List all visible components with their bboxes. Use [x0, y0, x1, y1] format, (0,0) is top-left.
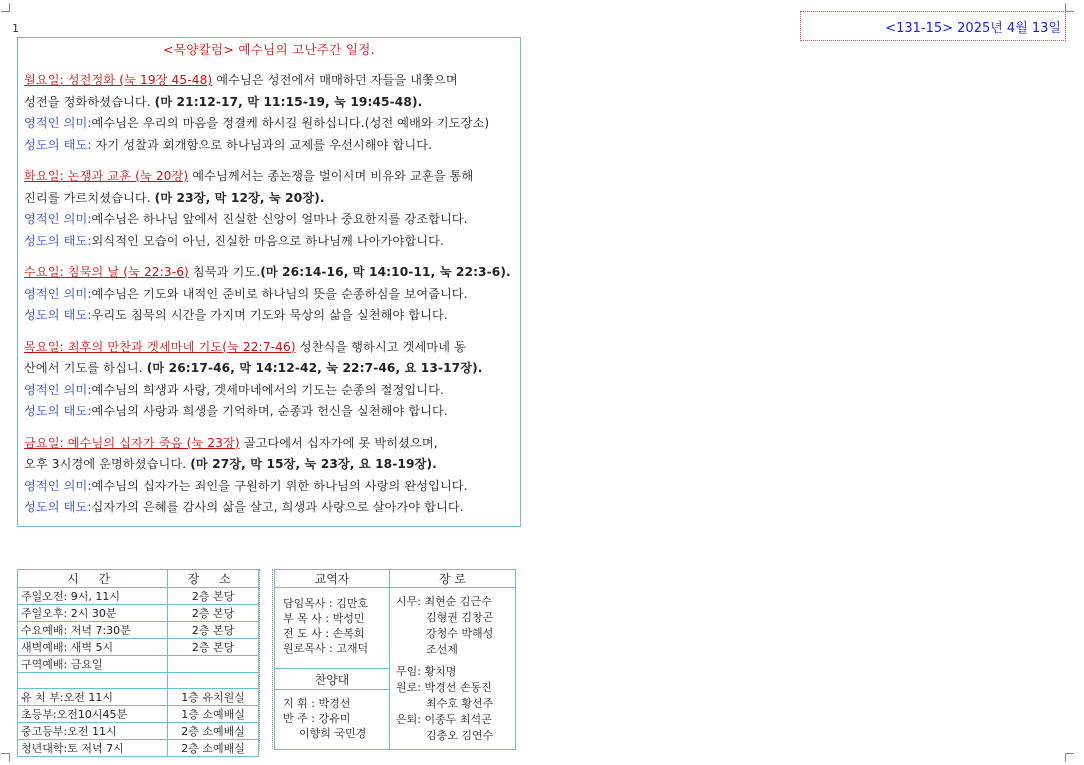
table-row [18, 656, 259, 673]
attitude-text: 우리도 침묵의 시간을 가지며 기도와 묵상의 삶을 실천해야 합니다. [91, 308, 448, 322]
scripture-ref: (마 27장, 막 15장, 눅 23장, 요 18-19장). [190, 457, 437, 471]
minister-entry: 담임목사 : 김만호 [283, 597, 369, 610]
attitude-label: 성도의 태도: [24, 137, 92, 152]
meaning-label: 영적인 의미: [24, 286, 92, 301]
attitude-label: 성도의 태도: [24, 500, 92, 514]
elder-entry: 무임: 황치명 [396, 665, 457, 678]
scripture-ref: (마 26:14-16, 막 14:10-11, 눅 22:3-6). [260, 265, 511, 279]
choir-header: 찬양대 [275, 669, 390, 690]
choir-entry: 지 휘 : 박경선 [283, 697, 351, 710]
pastor-column [17, 37, 521, 527]
column-header-place: 장 소 [168, 570, 259, 588]
section-text: 성전을 정화하셨습니다. [24, 94, 155, 109]
meaning-text: 예수님은 기도와 내적인 준비로 하나님의 뜻을 순종하심을 보여줍니다. [91, 286, 468, 301]
meaning-text: 예수님의 십자가는 죄인을 구원하기 위한 하나님의 사랑의 완성입니다. [91, 478, 468, 493]
page-corner-mark [1065, 3, 1074, 12]
table-row [18, 673, 259, 689]
attitude-text: 자기 성찰과 회개함으로 하나님과의 교제를 우선시해야 합니다. [91, 137, 433, 152]
meaning-text: 예수님은 하나님 앞에서 진실한 신앙이 얼마나 중요한지를 강조합니다. [91, 212, 468, 226]
section-friday [24, 433, 514, 519]
attitude-label: 성도의 태도: [24, 233, 92, 248]
table-row [18, 723, 259, 740]
time-cell: 유 치 부:오전 11시 [18, 689, 168, 706]
section-monday [24, 70, 514, 156]
elder-entry: 최수호 황선주 [426, 697, 494, 710]
table-row [18, 706, 259, 723]
place-cell: 2층 본당 [168, 605, 259, 622]
attitude-text: 외식적인 모습이 아닌, 진실한 마음으로 하나님께 나아가야합니다. [91, 233, 444, 248]
section-text: 예수님은 성전에서 매매하던 자들을 내쫓으며 [212, 73, 458, 87]
section-text: 침묵과 기도. [188, 265, 261, 279]
attitude-label: 성도의 태도: [24, 308, 92, 322]
column-title: <목양칼럼> 예수님의 고난주간 일정. [163, 42, 375, 57]
table-row [18, 639, 259, 656]
place-cell: 2층 소예배실 [168, 723, 259, 740]
meaning-label: 영적인 의미: [24, 212, 92, 226]
place-cell: 1층 유치원실 [168, 689, 259, 706]
worship-schedule-table [17, 569, 259, 757]
attitude-text: 예수님의 사랑과 희생을 기억하며, 순종과 헌신을 실천해야 합니다. [91, 404, 448, 418]
section-text: 성찬식을 행하시고 겟세마네 동 [295, 339, 466, 354]
place-cell [168, 673, 259, 689]
section-text: 산에서 기도를 하십니. [24, 361, 147, 375]
meaning-label: 영적인 의미: [24, 478, 92, 493]
elders-cell [390, 588, 516, 750]
table-row [18, 622, 259, 639]
minister-entry: 전 도 사 : 손복희 [283, 627, 365, 640]
scripture-ref: (마 21:12-17, 막 11:15-19, 눅 19:45-48). [154, 94, 423, 109]
elder-entry: 김충오 김연수 [426, 729, 494, 742]
elder-entry: 원로: 박경선 손동진 [396, 681, 492, 694]
time-cell: 청년대학:토 저녁 7시 [18, 740, 168, 757]
table-gap-divider [259, 569, 273, 749]
section-heading: 화요일: 논쟁과 교훈 (눅 20장) [24, 169, 189, 183]
section-wednesday [24, 262, 514, 327]
time-cell: 주일오전: 9시, 11시 [18, 588, 168, 605]
minister-entry: 원로목사 : 고재덕 [283, 642, 369, 655]
table-row [18, 605, 259, 622]
elder-entry: 시무: 최현순 김근수 [396, 595, 492, 608]
table-row [18, 588, 259, 605]
section-text: 진리를 가르치셨습니다. [24, 190, 155, 205]
time-cell [18, 673, 168, 689]
meaning-label: 영적인 의미: [24, 382, 92, 397]
choir-cell [275, 690, 390, 750]
section-text: 골고다에서 십자가에 못 박히셨으며, [239, 435, 438, 450]
section-heading: 금요일: 예수님의 십자가 죽음 (눅 23장) [24, 435, 240, 450]
meaning-text: 예수님은 우리의 마음을 정결케 하시길 원하십니다.(성전 예배와 기도장소) [91, 116, 490, 130]
time-cell: 초등부:오전10시45분 [18, 706, 168, 723]
elders-header: 장 로 [390, 570, 516, 588]
section-heading: 목요일: 최후의 만찬과 겟세마네 기도(눅 22:7-46) [24, 339, 296, 354]
place-cell: 2층 소예배실 [168, 740, 259, 757]
attitude-text: 십자가의 은혜를 감사의 삶을 살고, 희생과 사랑으로 살아가야 합니다. [91, 500, 464, 514]
elder-entry: 조선제 [426, 643, 458, 656]
table-row [18, 740, 259, 757]
attitude-label: 성도의 태도: [24, 404, 92, 418]
time-cell: 새벽예배: 새벽 5시 [18, 639, 168, 656]
choir-entry: 반 주 : 강유미 [283, 712, 351, 725]
elder-entry: 은퇴: 이종두 최석곤 [396, 713, 492, 726]
choir-entry: 이향희 국민경 [299, 727, 367, 740]
section-tuesday [24, 166, 514, 252]
place-cell: 1층 소예배실 [168, 706, 259, 723]
page-corner-mark [1065, 753, 1074, 762]
minister-entry: 부 목 사 : 박성민 [283, 612, 365, 625]
time-cell: 중고등부:오전 11시 [18, 723, 168, 740]
scripture-ref: (마 26:17-46, 막 14:12-42, 눅 22:7-46, 요 13-17장). [146, 361, 483, 375]
time-cell: 수요예배: 저녁 7:30분 [18, 622, 168, 639]
page-number: 1 [12, 22, 19, 35]
meaning-label: 영적인 의미: [24, 116, 92, 130]
time-cell: 구역예배: 금요일 [18, 656, 168, 673]
elder-entry: 김형권 김창곤 [426, 611, 494, 624]
place-cell: 2층 본당 [168, 639, 259, 656]
scripture-ref: (마 23장, 막 12장, 눅 20장). [154, 190, 325, 205]
minister-cell [275, 588, 390, 669]
church-staff-table [274, 569, 516, 750]
place-cell [168, 656, 259, 673]
page-corner-mark [1, 753, 10, 762]
place-cell: 2층 본당 [168, 588, 259, 605]
place-cell: 2층 본당 [168, 622, 259, 639]
elder-entry: 강청수 박해성 [426, 627, 494, 640]
table-row [18, 689, 259, 706]
time-cell: 주일오후: 2시 30분 [18, 605, 168, 622]
page-corner-mark [1, 3, 10, 12]
section-heading: 수요일: 침묵의 날 (눅 22:3-6) [24, 265, 189, 279]
table-header-row [18, 570, 259, 588]
meaning-text: 예수님의 희생과 사랑, 겟세마네에서의 기도는 순종의 절정입니다. [91, 382, 444, 397]
minister-header: 교역자 [275, 570, 390, 588]
section-thursday [24, 337, 514, 423]
column-header-time: 시 간 [18, 570, 168, 588]
section-text: 오후 3시경에 운명하셨습니다. [24, 457, 191, 471]
section-heading: 월요일: 성전정화 (눅 19장 45-48) [24, 73, 213, 87]
date-header[interactable]: <131-15> 2025년 4월 13일 [800, 11, 1066, 41]
section-text: 예수님께서는 종논쟁을 벌이시며 비유와 교훈을 통해 [188, 169, 474, 183]
